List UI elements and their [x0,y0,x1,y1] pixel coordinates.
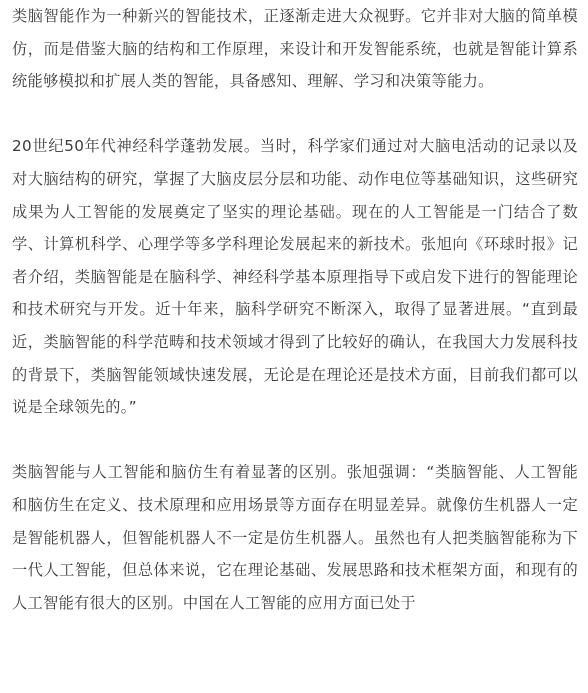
paragraph-history: 20世纪50年代神经科学蓬勃发展。当时，科学家们通过对大脑电活动的记录以及对大脑结构的研究，掌握了大脑皮层分层和功能、动作电位等基础知识，这些研究成果为人工智能的发展奠定了坚实的理论基础。现在的人工智能是一门结合了数学、计算机科学、心理学等多学科理论发展起来的新技术。张旭向《环球时报》记者介绍，类脑智能是在脑科学、神经科学基本原理指导下或启发下进行的智能理论和技术研究与开发。近十年来，脑科学研究不断深入，取得了显著进展。“直到最近，类脑智能的科学范畴和技术领域才得到了比较好的确认，在我国大力发展科技的背景下，类脑智能领域快速发展，无论是在理论还是技术方面，目前我们都可以说是全球领先的。” [12,137,578,417]
paragraph-comparison: 类脑智能与人工智能和脑仿生有着显著的区别。张旭强调：“类脑智能、人工智能和脑仿生在定义、技术原理和应用场景等方面存在明显差异。就像仿生机器人一定是智能机器人，但智能机器人不一定是仿生机器人。虽然也有人把类脑智能称为下一代人工智能，但总体来说，它在理论基础、发展思路和技术框架方面，和现有的人工智能有很大的区别。中国在人工智能的应用方面已处于 [12,463,578,612]
article-body [12,0,578,652]
paragraph-intro: 类脑智能作为一种新兴的智能技术，正逐渐走进大众视野。它并非对大脑的简单模仿，而是借鉴大脑的结构和工作原理，来设计和开发智能系统，也就是智能计算系统能够模拟和扩展人类的智能，具备感知、理解、学习和决策等能力。 [12,7,578,91]
